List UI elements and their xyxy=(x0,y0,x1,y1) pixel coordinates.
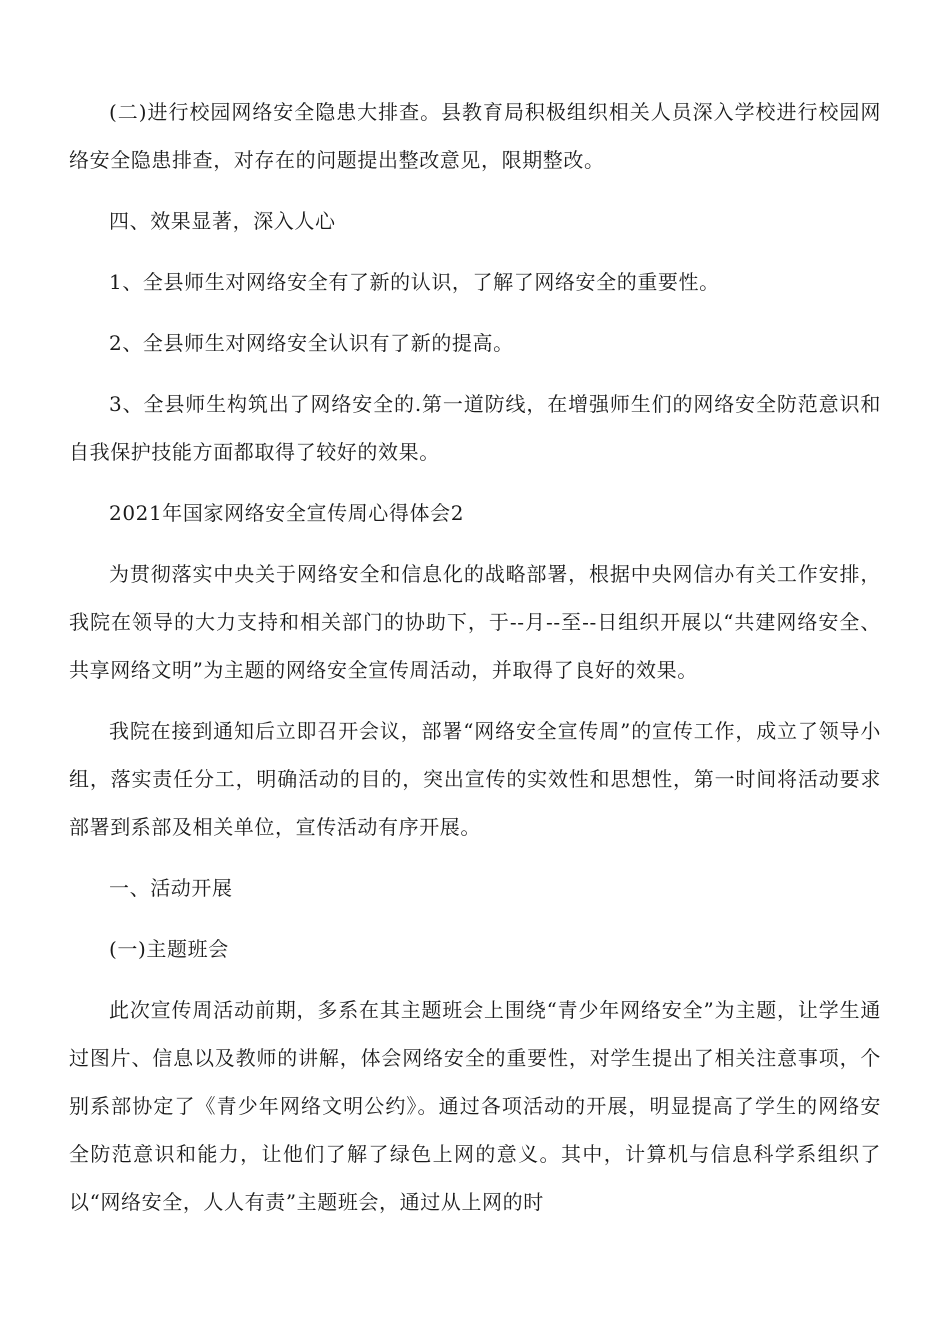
paragraph-class-meeting-details: 此次宣传周活动前期，多系在其主题班会上围绕“青少年网络安全”为主题，让学生通过图片、信息以及教师的讲解，体会网络安全的重要性，对学生提出了相关注意事项，个别系部协定了《青少年网络文明公约》。通过各项活动的开展，明显提高了学生的网络安全防范意识和能力，让他们了解了绿色上网的意义。其中，计算机与信息科学系组织了以“网络安全，人人有责”主题班会，通过从上网的时 xyxy=(69,998,881,1214)
document-body xyxy=(69,88,881,1239)
list-item-effect-1: 1、全县师生对网络安全有了新的认识，了解了网络安全的重要性。 xyxy=(109,270,720,294)
list-item-effect-3: 3、全县师生构筑出了网络安全的.第一道防线，在增强师生们的网络安全防范意识和自我保护技能方面都取得了较好的效果。 xyxy=(69,392,881,464)
heading-activities: 一、活动开展 xyxy=(109,876,233,900)
paragraph-intro: 为贯彻落实中央关于网络安全和信息化的战略部署，根据中央网信办有关工作安排，我院在领导的大力支持和相关部门的协助下，于--月--至--日组织开展以“共建网络安全、共享网络文明”为主题的网络安全宣传周活动，并取得了良好的效果。 xyxy=(69,562,881,682)
paragraph-meeting: 我院在接到通知后立即召开会议，部署“网络安全宣传周”的宣传工作，成立了领导小组，落实责任分工，明确活动的目的，突出宣传的实效性和思想性，第一时间将活动要求部署到系部及相关单位，宣传活动有序开展。 xyxy=(69,719,881,839)
subheading-class-meeting: (一)主题班会 xyxy=(109,937,229,961)
heading-section-four-effects: 四、效果显著，深入人心 xyxy=(109,209,336,233)
list-item-effect-2: 2、全县师生对网络安全认识有了新的提高。 xyxy=(109,331,514,355)
paragraph-campus-network-inspection: (二)进行校园网络安全隐患大排查。县教育局积极组织相关人员深入学校进行校园网络安全隐患排查，对存在的问题提出整改意见，限期整改。 xyxy=(69,100,881,172)
article-title-2: 2021年国家网络安全宣传周心得体会2 xyxy=(109,501,465,525)
